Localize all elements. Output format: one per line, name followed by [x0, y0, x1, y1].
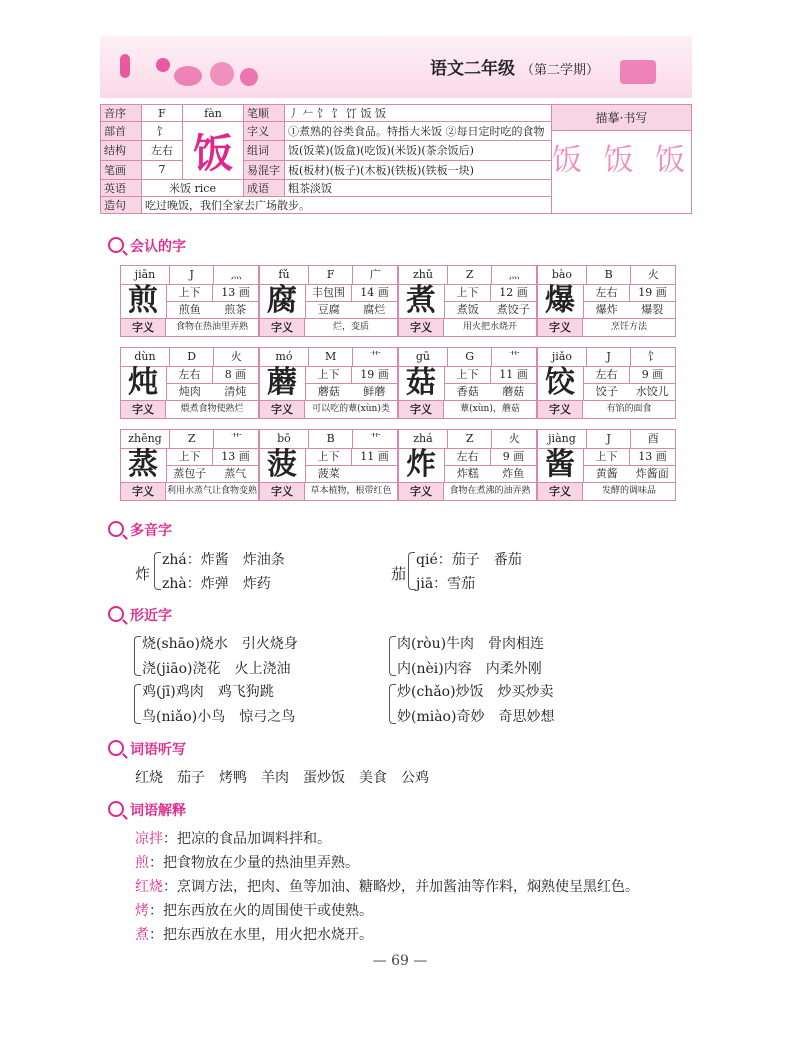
card-character: 煮	[406, 283, 436, 318]
character-card: zhá Z 火 炸 左右 9 画 炸糕 炸鱼 字义 食物在煮沸的油弄熟	[398, 429, 537, 501]
card-character: 腐	[267, 283, 297, 318]
character-card: fǔ F 广 腐 丰包围 14 画 豆腐 腐烂 字义 烂，变质	[259, 265, 398, 337]
character-cards	[120, 265, 676, 501]
character-card: mó M 艹 蘑 上下 19 画 蘑菇 鲜蘑 字义 可以吃的蕈(xùn)类	[259, 347, 398, 419]
character-card: zhēng Z 艹 蒸 上下 13 画 蒸包子 蒸气 字义 利用水蒸气让食物变熟	[120, 429, 259, 501]
card-character: 蘑	[267, 365, 297, 400]
card-character: 蒸	[128, 447, 158, 482]
character-card: gū G 艹 菇 上下 11 画 香菇 蘑菇 字义 蕈(xùn)，蘑菇	[398, 347, 537, 419]
section-title-recognize: 会认的字	[108, 236, 186, 256]
card-character: 饺	[545, 365, 575, 400]
character-card: zhǔ Z 灬 煮 上下 12 画 煮饭 煮饺子 字义 用火把水烧开	[398, 265, 537, 337]
character-card: jiān J 灬 煎 上下 13 画 煎鱼 煎茶 字义 食物在热油里弄熟	[120, 265, 259, 337]
magnifier-icon	[108, 606, 124, 622]
card-character: 炸	[406, 447, 436, 482]
copy-traces: 饭 饭 饭	[551, 143, 691, 178]
character-card: dùn D 火 炖 左右 8 画 炖肉 清炖 字义 煨煮食物使熟烂	[120, 347, 259, 419]
section-title-dictation: 词语听写	[108, 739, 186, 759]
character-info-table: 音序 F fàn 笔顺 丿 𠂉 饣 饣 饤 饭 饭 描摹·书写 饭 饭 饭 部首 饣 饭 字义 ①煮熟的谷类食品。特指大米饭 ②每日定时吃的食物 结构 左右 组词 饭(饭菜)(饭盒)(吃饭)(米饭)(茶余饭后) 笔画 7 易混字 板(板材)(板子)(木板)(铁板)(铁板一块) 英语 米饭 rice 成语 粗茶淡饭 造句 吃过晚饭，我们全家去广场散步。	[100, 104, 692, 214]
card-character: 爆	[545, 283, 575, 318]
explanation-line: 凉拌：把凉的食品加调料拌和。	[135, 831, 331, 847]
card-character: 菇	[406, 365, 436, 400]
dictation-words: 红烧 茄子 烤鸭 羊肉 蛋炒饭 美食 公鸡	[135, 770, 429, 786]
character-card: jiàng J 酉 酱 上下 13 画 黄酱 炸酱面 字义 发酵的调味品	[537, 429, 676, 501]
main-character: 饭	[183, 122, 244, 180]
explanation-line: 红烧：烹调方法，把肉、鱼等加油、糖略炒，并加酱油等作料，焖熟使呈黑红色。	[135, 879, 639, 895]
explanation-line: 煮：把东西放在水里，用火把水烧开。	[135, 927, 373, 943]
magnifier-icon	[108, 237, 124, 253]
character-card: jiǎo J 饣 饺 左右 9 画 饺子 水饺儿 字义 有馅的面食	[537, 347, 676, 419]
section-title-similar: 形近字	[108, 605, 172, 625]
section-title-polyphone: 多音字	[108, 520, 172, 540]
page-title: 语文二年级 （第二学期）	[430, 59, 600, 79]
magnifier-icon	[108, 740, 124, 756]
explanation-line: 煎：把食物放在少量的热油里弄熟。	[135, 855, 359, 871]
card-character: 菠	[267, 447, 297, 482]
header-banner	[100, 36, 692, 98]
character-card: bào B 火 爆 左右 19 画 爆炸 爆裂 字义 烹饪方法	[537, 265, 676, 337]
page-number: — 69 —	[372, 953, 428, 969]
card-character: 炖	[128, 365, 158, 400]
magnifier-icon	[108, 801, 124, 817]
magnifier-icon	[108, 521, 124, 537]
character-card: bō B 艹 菠 上下 11 画 菠菜 字义 草本植物，根带红色	[259, 429, 398, 501]
card-character: 酱	[545, 447, 575, 482]
section-title-explain: 词语解释	[108, 800, 186, 820]
card-character: 煎	[128, 283, 158, 318]
explanation-line: 烤：把东西放在火的周围使干或使熟。	[135, 903, 373, 919]
